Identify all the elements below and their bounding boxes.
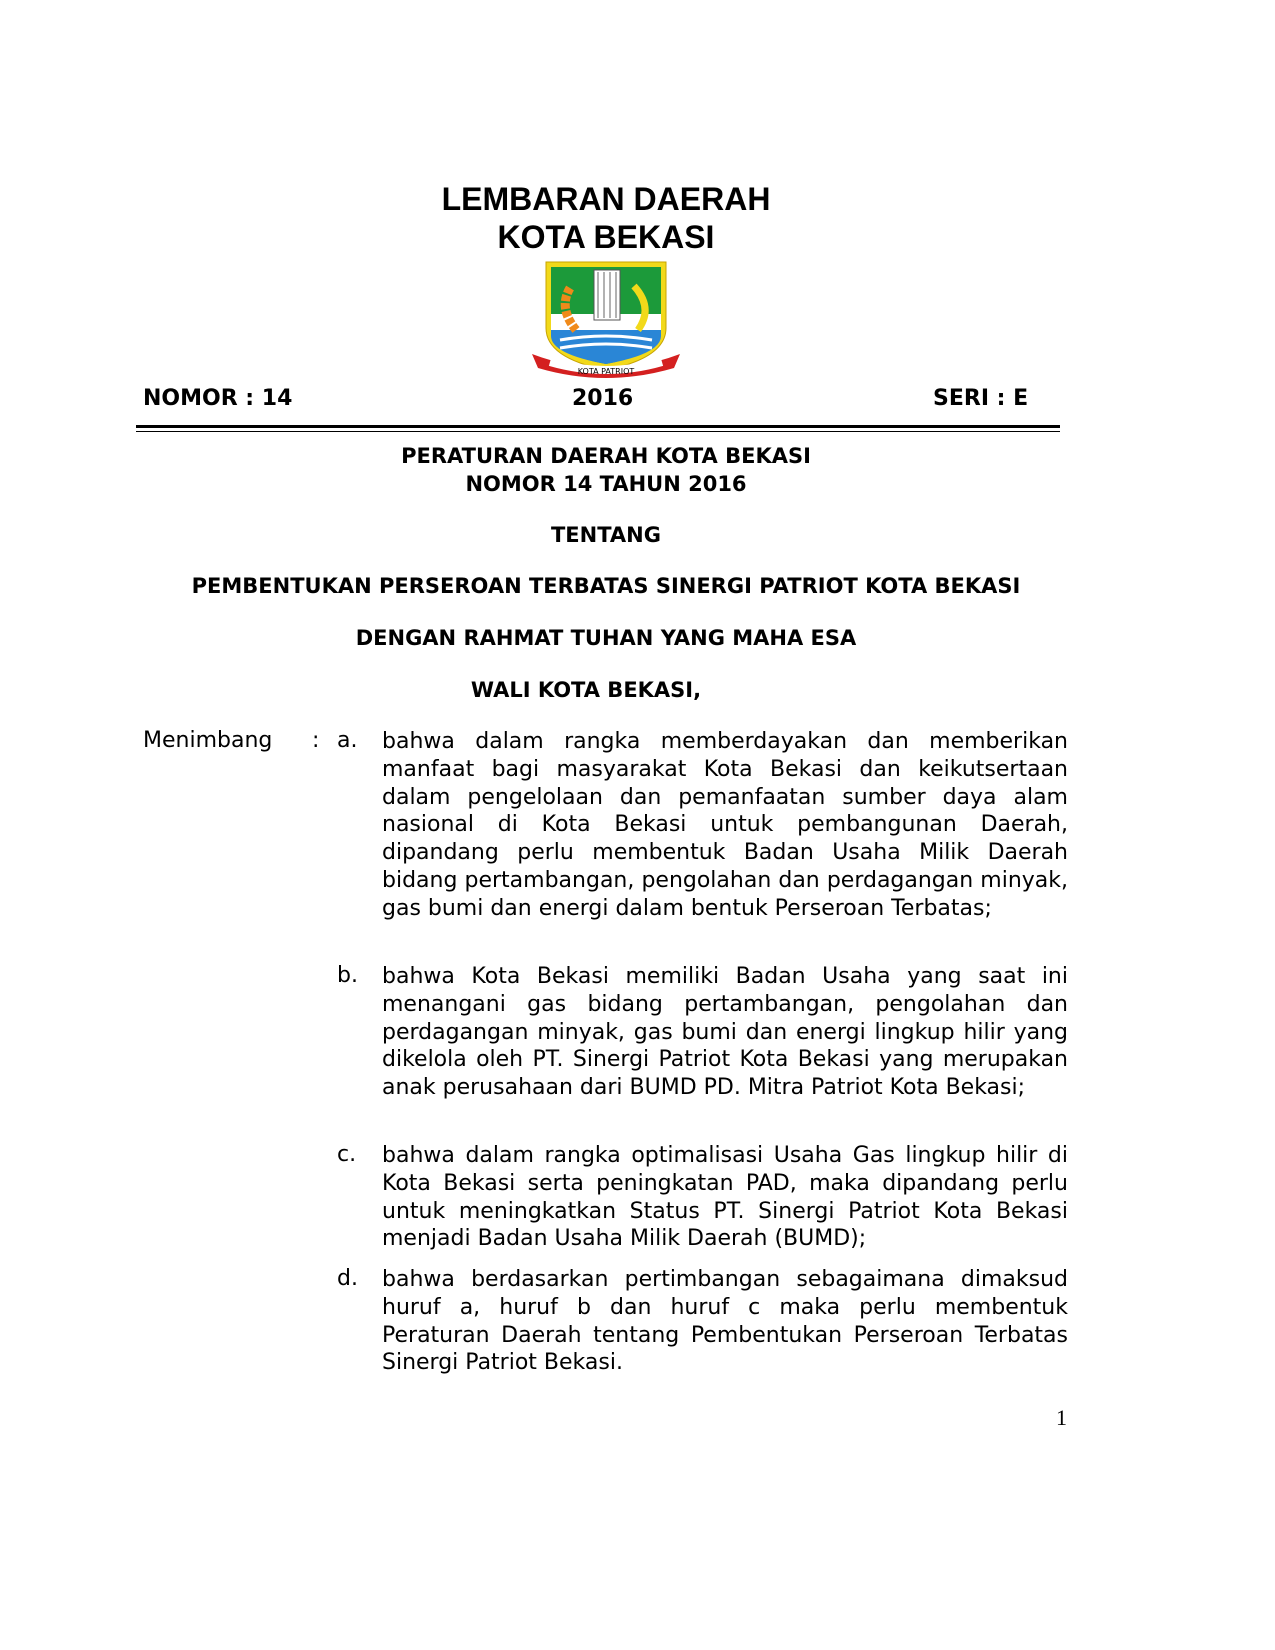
menimbang-item: bahwa dalam rangka memberdayakan dan memberikan manfaat bagi masyarakat Kota Bekasi dan keikutsertaan dalam pengelolaan dan pemanfaatan sumber daya alam nasional di Kota Bekasi untuk pembangunan Daerah, dipandang perlu membentuk Badan Usaha Milik Daerah bidang pertambangan, pengolahan dan perdagangan minyak, gas bumi dan energi dalam bentuk Perseroan Terbatas; [382,729,1068,921]
divider [136,431,1060,432]
divider [136,425,1060,428]
tentang: TENTANG [550,523,661,547]
regulation-title: PERATURAN DAERAH KOTA BEKASI [401,444,811,468]
title-line2: KOTA BEKASI [497,219,715,255]
item-letter: d. [337,1266,358,1291]
rahmat: DENGAN RAHMAT TUHAN YANG MAHA ESA [355,626,857,650]
seri: SERI : E [933,386,1029,411]
item-letter: c. [337,1142,357,1167]
item-letter: b. [337,963,358,988]
title-line1: LEMBARAN DAERAH [441,181,771,217]
regulation-subject: PEMBENTUKAN PERSEROAN TERBATAS SINERGI PATRIOT KOTA BEKASI [191,574,1021,598]
menimbang-item: bahwa Kota Bekasi memiliki Badan Usaha yang saat ini menangani gas bidang pertambangan, pengolahan dan perdagangan minyak, gas bumi dan energi lingkup hilir yang dikelola oleh PT. Sinergi Patriot Kota Bekasi yang merupakan anak perusahaan dari BUMD PD. Mitra Patriot Kota Bekasi; [382,964,1068,1101]
nomor: NOMOR : 14 [143,386,293,411]
menimbang-label: Menimbang [143,728,273,753]
colon: : [312,728,320,753]
item-letter: a. [337,728,358,753]
page-number: 1 [1056,1405,1067,1430]
year: 2016 [572,386,634,411]
logo-motto: KOTA PATRIOT [577,367,635,376]
wali-kota: WALI KOTA BEKASI, [470,678,702,702]
regulation-number: NOMOR 14 TAHUN 2016 [465,472,747,496]
menimbang-item: bahwa dalam rangka optimalisasi Usaha Gas lingkup hilir di Kota Bekasi serta peningkatan PAD, maka dipandang perlu untuk meningkatkan Status PT. Sinergi Patriot Kota Bekasi menjadi Badan Usaha Milik Daerah (BUMD); [382,1143,1068,1252]
kota-bekasi-logo [530,258,682,380]
menimbang-item: bahwa berdasarkan pertimbangan sebagaimana dimaksud huruf a, huruf b dan huruf c maka perlu membentuk Peraturan Daerah tentang Pembentukan Perseroan Terbatas Sinergi Patriot Bekasi. [382,1267,1068,1376]
